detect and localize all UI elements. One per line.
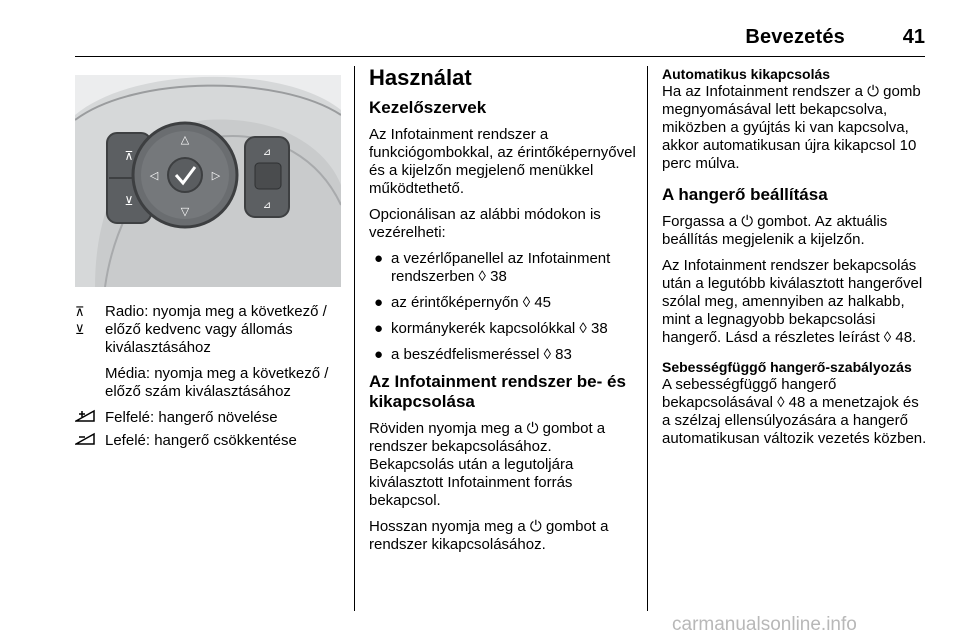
list-item: ● az érintőképernyőn ◊ 45 [374, 294, 552, 311]
legend-text: Radio: nyomja meg a következő / előző kedvenc vagy állomás kiválasztásához [105, 303, 327, 356]
page-header [75, 22, 925, 54]
paragraph: A sebességfüggő hangerő bekapcsolásával ◊ 48 a menetzajok és a szélzaj ellensúlyozására a hangerő automatikusan változik vezetés közben. [662, 376, 927, 447]
section-heading: Használat [369, 65, 472, 90]
list-item: ● a vezérlőpanellel az Infotainment rendszerben ◊ 38 [374, 250, 611, 285]
legend-text: Felfelé: hangerő növelése [105, 409, 278, 426]
legend-text: Média: nyomja meg a következő / előző szám kiválasztásához [105, 365, 329, 400]
column-divider [354, 66, 355, 611]
paragraph: Opcionálisan az alábbi módokon is vezérelheti: [369, 206, 601, 241]
subheading-volume: A hangerő beállítása [662, 185, 828, 204]
column-right [662, 66, 927, 456]
column-middle [369, 66, 637, 562]
svg-text:⊻: ⊻ [124, 194, 134, 208]
control-options-list [369, 250, 637, 364]
paragraph: Az Infotainment rendszer a funkciógombokkal, az érintőképernyővel és a kijelzőn megjelenő menükkel működtethető. [369, 126, 636, 197]
volume-down-icon [75, 432, 105, 451]
svg-text:▷: ▷ [211, 169, 221, 182]
svg-text:⊼: ⊼ [124, 149, 134, 163]
paragraph: Röviden nyomja meg a ⏻ gombot a rendszer bekapcsolásához. Bekapcsolás után a legutoljára kiválasztott Infotainment forrás bekapcsol. [369, 420, 606, 509]
paragraph: Az Infotainment rendszer bekapcsolás után a legutóbb kiválasztott hangerővel szólal meg, amennyiben az halkabb, mint a legnagyobb bekapcsolási hangerő. Lásd a részletes leírást ◊ 48. [662, 257, 923, 346]
header-rule [75, 56, 925, 57]
svg-text:⊿: ⊿ [262, 200, 272, 211]
subheading-auto-off: Automatikus kikapcsolás [662, 66, 831, 82]
svg-text:⊿: ⊿ [262, 147, 272, 158]
subheading-speed-volume: Sebességfüggő hangerő-szabályozás [662, 359, 912, 375]
svg-text:◁: ◁ [149, 169, 159, 182]
subheading-on-off: Az Infotainment rendszer be- és kikapcsolása [369, 372, 626, 411]
favourite-up-down-icon: ⊼ ⊻ [75, 304, 85, 337]
svg-text:△: △ [180, 133, 190, 146]
watermark: carmanualsonline.info [672, 614, 857, 635]
list-item: ● a beszédfelismeréssel ◊ 83 [374, 346, 572, 363]
legend-volume-down [75, 432, 345, 451]
legend-media [75, 365, 345, 401]
legend-favourite [75, 303, 345, 357]
paragraph: Forgassa a ⏻ gombot. Az aktuális beállítás megjelenik a kijelzőn. [662, 213, 888, 248]
column-left [75, 75, 345, 451]
column-divider [647, 66, 648, 611]
legend-volume-up [75, 409, 345, 428]
paragraph: Ha az Infotainment rendszer a ⏻ gomb megnyomásával lett bekapcsolva, miközben a gyújtás ki van kapcsolva, akkor automatikusan újra kikapcsol 10 perc múlva. [662, 83, 921, 172]
steering-wheel-controls-image [75, 75, 341, 287]
paragraph: Hosszan nyomja meg a ⏻ gombot a rendszer kikapcsolásához. [369, 518, 609, 553]
svg-text:▽: ▽ [180, 205, 190, 218]
page-number: 41 [902, 26, 925, 48]
list-item: ● kormánykerék kapcsolókkal ◊ 38 [374, 320, 608, 337]
steering-wheel-illustration [75, 75, 341, 287]
volume-up-icon [75, 409, 105, 428]
legend-text: Lefelé: hangerő csökkentése [105, 432, 297, 449]
header-title: Bevezetés [745, 26, 845, 48]
subheading-controls: Kezelőszervek [369, 98, 487, 117]
